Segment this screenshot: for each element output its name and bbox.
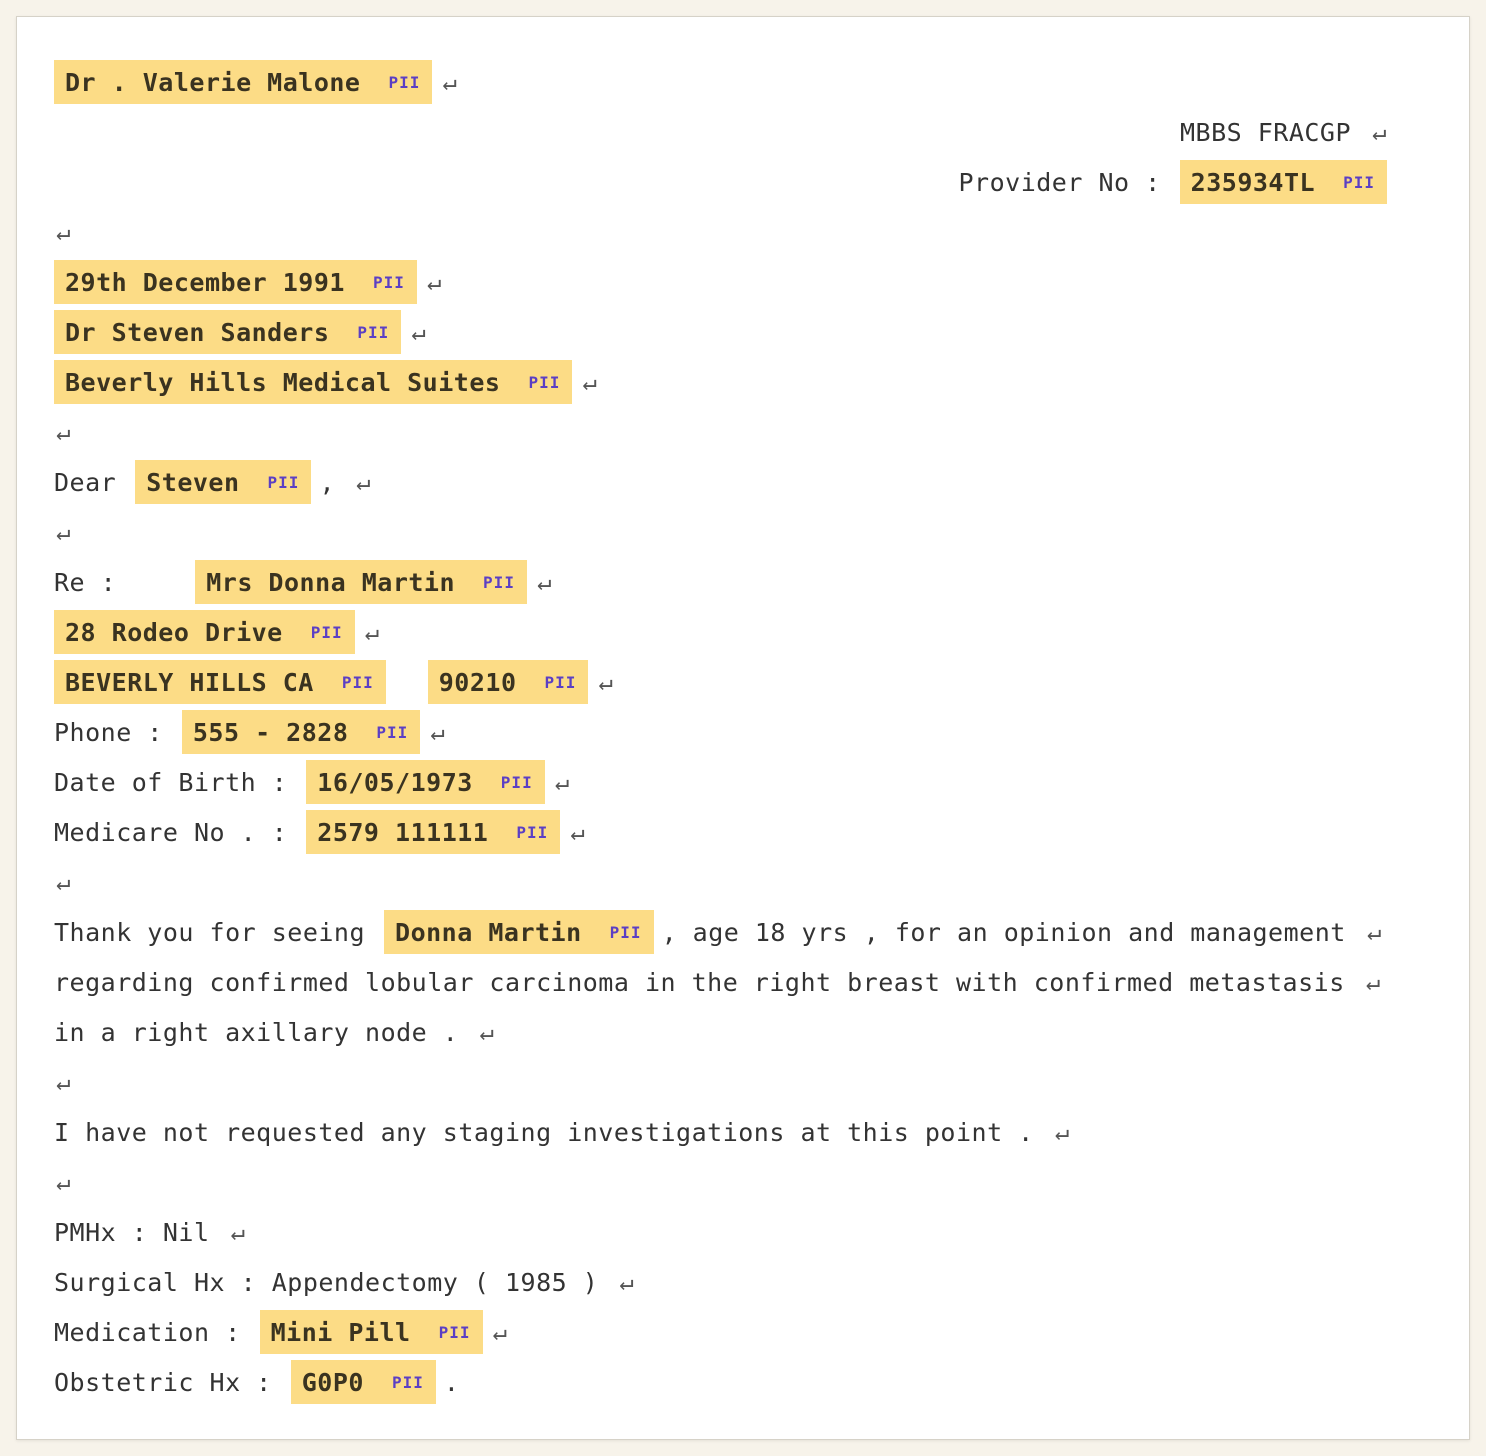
pii-tag: PII — [609, 922, 642, 942]
return-icon: ↵ — [1372, 118, 1387, 146]
pii-tag: PII — [516, 822, 549, 842]
line-practice — [54, 357, 1429, 407]
phone-label: Phone : — [54, 717, 163, 747]
pii-highlight-recipient[interactable] — [54, 310, 401, 354]
body-text: in a right axillary node . — [54, 1017, 459, 1047]
medication-label: Medication : — [54, 1317, 241, 1347]
return-icon: ↵ — [619, 1268, 635, 1296]
intro-patient-name: Donna Martin — [395, 917, 582, 947]
pii-tag: PII — [376, 722, 409, 742]
return-icon: ↵ — [1365, 968, 1381, 996]
return-icon: ↵ — [56, 1068, 71, 1096]
provider-label: Provider No : — [958, 167, 1161, 197]
pii-highlight-practice[interactable] — [54, 360, 572, 404]
line-blank — [54, 857, 1429, 907]
patient-medicare: 2579 111111 — [317, 817, 489, 847]
line-surgical — [54, 1257, 1429, 1307]
line-recipient — [54, 307, 1429, 357]
pii-tag: PII — [310, 622, 343, 642]
return-icon: ↵ — [598, 668, 614, 696]
pmhx-text: PMHx : Nil — [54, 1217, 210, 1247]
return-icon: ↵ — [536, 568, 552, 596]
pii-tag: PII — [372, 272, 405, 292]
re-label: Re : — [54, 567, 117, 597]
recipient-name: Dr Steven Sanders — [65, 317, 330, 347]
return-icon: ↵ — [492, 1318, 508, 1346]
staging-text: I have not requested any staging investigations at this point . — [54, 1117, 1034, 1147]
surgical-text: Surgical Hx : Appendectomy ( 1985 ) — [54, 1267, 599, 1297]
patient-city-state: BEVERLY HILLS CA — [65, 667, 314, 697]
pii-highlight-zip[interactable] — [428, 660, 589, 704]
return-icon: ↵ — [426, 268, 442, 296]
letter-date: 29th December 1991 — [65, 267, 345, 297]
intro-suffix: , age 18 yrs , for an opinion and management — [661, 917, 1346, 947]
obstetric-label: Obstetric Hx : — [54, 1367, 272, 1397]
obstetric-end: . — [443, 1367, 460, 1397]
pii-tag: PII — [500, 772, 533, 792]
pii-tag: PII — [267, 472, 300, 492]
pii-highlight-city[interactable] — [54, 660, 386, 704]
line-blank — [54, 207, 1429, 257]
intro-prefix: Thank you for seeing — [54, 917, 366, 947]
line-blank — [54, 1157, 1429, 1207]
return-icon: ↵ — [56, 868, 71, 896]
pii-highlight-salutation-name[interactable] — [135, 460, 311, 504]
line-body-2 — [54, 957, 1429, 1007]
line-date — [54, 257, 1429, 307]
document-page — [16, 16, 1470, 1440]
line-provider — [54, 157, 1429, 207]
return-icon: ↵ — [230, 1218, 246, 1246]
return-icon: ↵ — [56, 418, 71, 446]
return-icon: ↵ — [56, 218, 71, 246]
line-pmhx — [54, 1207, 1429, 1257]
pii-highlight-doctor-name[interactable] — [54, 60, 432, 104]
qualifications: MBBS FRACGP — [1179, 117, 1352, 147]
return-icon: ↵ — [430, 718, 446, 746]
pii-highlight-obstetric[interactable] — [291, 1360, 436, 1404]
recipient-practice: Beverly Hills Medical Suites — [65, 367, 501, 397]
return-icon: ↵ — [442, 68, 458, 96]
pii-tag: PII — [391, 1372, 424, 1392]
provider-number: 235934TL — [1190, 167, 1316, 197]
salutation-word: Dear — [54, 467, 117, 497]
return-icon: ↵ — [56, 1168, 71, 1196]
return-icon: ↵ — [1054, 1118, 1070, 1146]
dob-label: Date of Birth : — [54, 767, 288, 797]
line-qualifications — [54, 107, 1429, 157]
medication-value: Mini Pill — [270, 1317, 411, 1347]
patient-name: Mrs Donna Martin — [206, 567, 456, 597]
pii-highlight-phone[interactable] — [182, 710, 420, 754]
pii-highlight-date[interactable] — [54, 260, 417, 304]
pii-tag: PII — [544, 672, 577, 692]
return-icon: ↵ — [56, 518, 71, 546]
pii-tag: PII — [438, 1322, 471, 1342]
line-body-3 — [54, 1007, 1429, 1057]
line-re — [54, 557, 1429, 607]
pii-tag: PII — [1343, 172, 1375, 192]
pii-highlight-patient-name[interactable] — [195, 560, 527, 604]
return-icon: ↵ — [411, 318, 427, 346]
pii-tag: PII — [341, 672, 374, 692]
return-icon: ↵ — [356, 468, 371, 496]
line-blank — [54, 407, 1429, 457]
line-staging — [54, 1107, 1429, 1157]
line-blank — [54, 1057, 1429, 1107]
return-icon: ↵ — [364, 618, 380, 646]
pii-tag: PII — [528, 372, 561, 392]
return-icon: ↵ — [570, 818, 586, 846]
pii-tag: PII — [357, 322, 390, 342]
patient-street: 28 Rodeo Drive — [65, 617, 283, 647]
line-blank — [54, 507, 1429, 557]
return-icon: ↵ — [479, 1018, 495, 1046]
patient-zip: 90210 — [438, 667, 517, 697]
pii-highlight-provider-no[interactable] — [1180, 160, 1387, 204]
line-dob — [54, 757, 1429, 807]
line-city — [54, 657, 1429, 707]
return-icon: ↵ — [582, 368, 598, 396]
line-intro — [54, 907, 1429, 957]
pii-tag: PII — [483, 572, 515, 592]
line-phone — [54, 707, 1429, 757]
patient-dob: 16/05/1973 — [317, 767, 473, 797]
pii-highlight-medication[interactable] — [260, 1310, 483, 1354]
letter-content — [54, 57, 1429, 1407]
line-medicare — [54, 807, 1429, 857]
line-medication — [54, 1307, 1429, 1357]
pii-tag: PII — [388, 72, 421, 92]
line-obstetric — [54, 1357, 1429, 1407]
pii-highlight-street[interactable] — [54, 610, 355, 654]
return-icon: ↵ — [1366, 918, 1382, 946]
medicare-label: Medicare No . : — [54, 817, 288, 847]
line-doctor-name — [54, 57, 1429, 107]
pii-highlight-intro-name[interactable] — [384, 910, 654, 954]
doctor-name: Dr . Valerie Malone — [65, 67, 361, 97]
return-icon: ↵ — [554, 768, 570, 796]
line-salutation — [54, 457, 1429, 507]
salutation-name: Steven — [146, 467, 240, 497]
body-text: regarding confirmed lobular carcinoma in the right breast with confirmed metastasis — [54, 967, 1345, 997]
salutation-punct: , — [319, 467, 335, 497]
line-street — [54, 607, 1429, 657]
patient-phone: 555 - 2828 — [192, 717, 349, 747]
pii-highlight-dob[interactable] — [306, 760, 544, 804]
obstetric-value: G0P0 — [301, 1367, 364, 1397]
pii-highlight-medicare[interactable] — [306, 810, 560, 854]
